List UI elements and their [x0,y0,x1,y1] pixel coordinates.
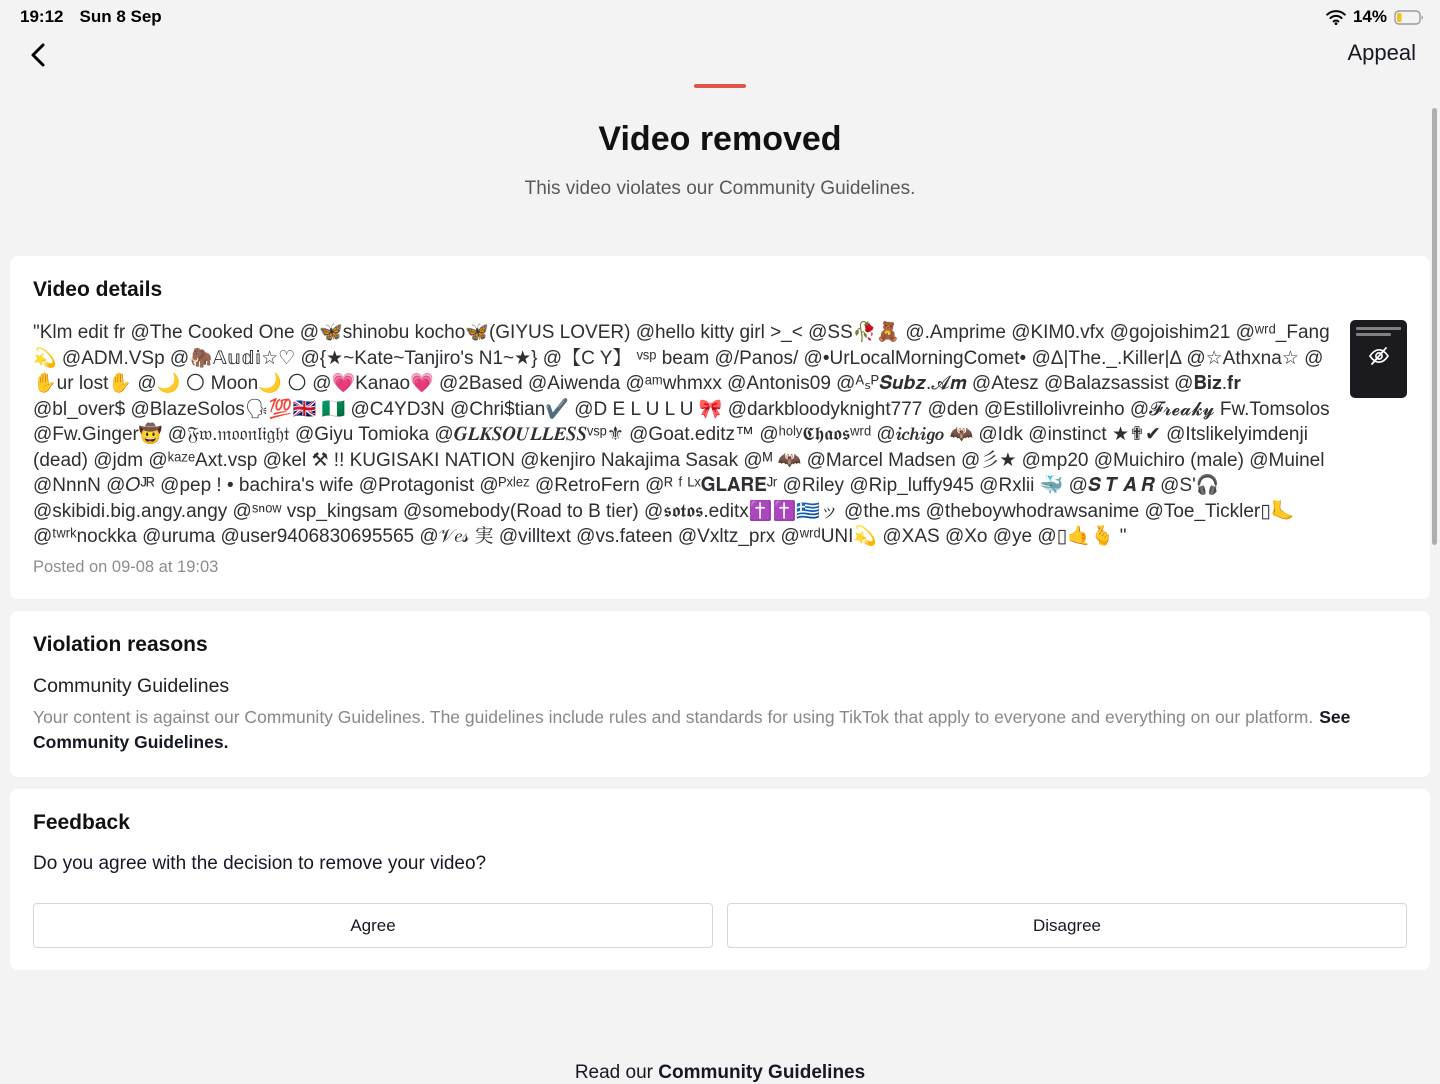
policy-description [33,705,1407,756]
video-details-card [10,256,1430,599]
policy-name: Community Guidelines [33,674,230,697]
page-subtitle: This video violates our Community Guidelines. [524,178,916,199]
see-community-guidelines-link[interactable]: See Community Guidelines. [33,706,1351,752]
feedback-card [10,789,1430,970]
footer-community-guidelines-link[interactable]: Community Guidelines [658,1062,866,1083]
accent-divider [694,84,746,88]
agree-button[interactable]: Agree [33,903,713,948]
footer-prefix: Read our [574,1062,659,1083]
status-time: 19:12 [20,7,64,26]
policy-description-text: Your content is against our Community Guidelines. The guidelines include rules and standards for using TikTok that apply to everyone and everything on our platform. [33,706,1314,727]
battery-icon [1394,10,1424,25]
scrollbar[interactable] [1432,108,1437,545]
main-content [10,256,1430,970]
disagree-button[interactable]: Disagree [727,903,1407,948]
violation-reasons-card [10,611,1430,778]
wifi-icon [1326,10,1346,25]
back-button[interactable] [24,40,54,70]
back-chevron-icon [27,42,51,68]
footer-guidelines [0,1062,1440,1084]
status-bar [20,4,1424,30]
battery-percent: 14% [1352,7,1387,26]
appeal-button[interactable]: Appeal [1347,40,1416,65]
video-details-heading: Video details [33,278,163,301]
page-title: Video removed [598,120,842,158]
thumbnail-overlay-text [1356,327,1401,330]
hidden-eye-icon [1367,344,1391,368]
posted-date: Posted on 09-08 at 19:03 [33,557,219,576]
feedback-heading: Feedback [33,811,130,835]
video-thumbnail[interactable] [1350,320,1407,398]
violation-heading: Violation reasons [33,632,208,656]
video-caption: "Klm edit fr @The Cooked One @🦋shinobu kocho🦋(GIYUS LOVER) @hello kitty girl >_< @SS🥀🧸 @.Amprime @KIM0.vfx @gojoishim21 @ʷʳᵈ_Fang💫 @ADM.VSp @🦣𝔸𝕦𝕕𝕚☆♡ @{★~Kate~Tanjiro's N1~★} @【C Y】 ᵛˢᵖ beam @/Panos/ @•UrLocalMorningComet• @Δ|The._.Killer|Δ @☆Athxna☆ @✋ur lost✋ @🌙 🌕 Moon🌙 🌕 @💗Kanao💗 @2Based @Aiwenda @ᵃᵐwhmxx @Antonis09 @ᴬₛᴾ𝑺𝒖𝒃𝒛.𝓐𝒎 @Atesz @Balazsassist @𝐁𝐢𝐳.𝐟𝐫 @bl_over$ @BlazeSolos🗣💯🇬🇧 🇳🇬 @C4YD3N @Chri$tian✔️ @D E L U L U 🎀 @darkbloodyknight777 @den @Estillolivreinho @𝓕𝓻𝓮𝓪𝓴𝔂 Fw.Tomsolos @Fw.Ginger🤠 @𝔉𝔴.𝔪𝔬𝔬𝔫𝔩𝔦𝔤𝔥𝔱 @Giyu Tomioka @𝑮𝑳𝑲𝑺𝑶𝑼𝑳𝑳𝑬𝑺𝑺ᵛˢᵖ⚜ @Goat.editz™ @ʰᵒˡʸ𝕮𝖍𝖆𝖔𝖘ʷʳᵈ @𝒊𝒄𝒉𝒊𝒈𝒐 🦇 @Idk @instinct ★✟✔ @Itslikelyimdenji (dead) @jdm @ᵏᵃᶻᵉAxt.vsp @kel ⚒ !! KUGISAKI NATION @kenjiro Nakajima Sasak @ᴹ 🦇 @Marcel Madsen @彡★ @mp20 @Muichiro (male) @Muinel @NnnN @𝑂ᴶᴿ @pep ! • bachira's wife @Protagonist @ᴾˣˡᵉᶻ @RetroFern @ᴿ ᶠ ᴸˣ𝐆𝐋𝐀𝐑𝐄ᴶʳ @Riley @Rip_luffy945 @Rxlii 🐳 @𝑺 𝑻 𝑨 𝑹 @S'🎧 @skibidi.big.angy.angy @ˢⁿᵒʷ vsp_kingsam @somebody(Road to B tier) @𝖘𝖔𝖙𝖔𝖘.editx✝️✝️🇬🇷ッ @the.ms @theboywhodrawsanime @Toe_Tickler▯🦶 @ᵗʷʳᵏnockka @uruma @user9406830695565 @𝒱𝑒𝓈 実 @villtext @vs.fateen @Vxltz_prx @ʷʳᵈUNI💫 @XAS @Xo @ye @▯🤙🫰 " [33,322,1330,547]
feedback-question: Do you agree with the decision to remove your video? [33,853,487,875]
thumbnail-overlay-text [1356,333,1391,336]
status-date: Sun 8 Sep [79,7,162,26]
